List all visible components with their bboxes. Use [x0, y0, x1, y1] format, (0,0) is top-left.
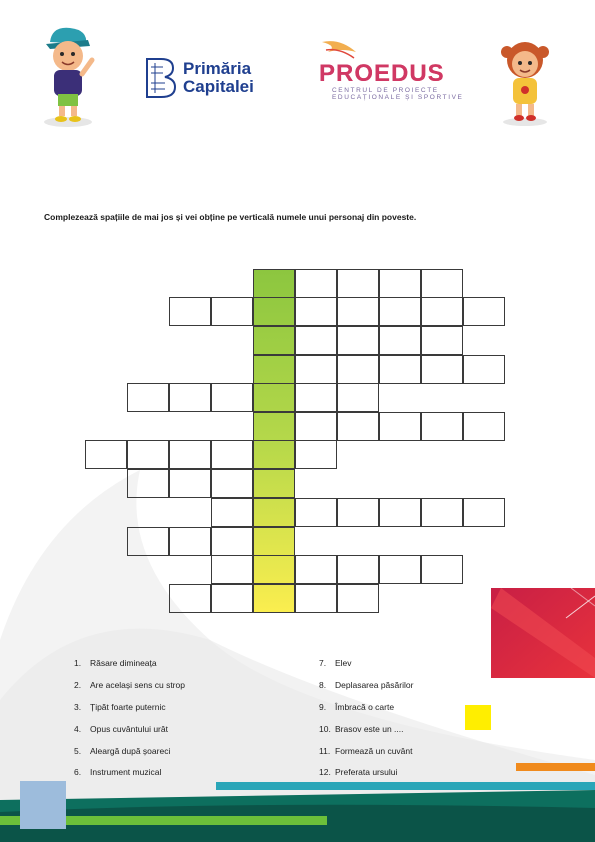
crossword-cell[interactable]: [421, 355, 463, 384]
instruction-text: Complezează spațiile de mai jos și vei obține pe verticală numele unui personaj din poveste.: [44, 212, 417, 222]
clue-item: [74, 658, 157, 668]
clue-number: 2.: [74, 680, 82, 690]
clue-text: Țipăt foarte puternic: [90, 702, 166, 712]
crossword-cell[interactable]: [463, 355, 505, 384]
crossword-cell[interactable]: [253, 412, 295, 441]
crossword-cell[interactable]: [463, 498, 505, 527]
crossword-cell[interactable]: [421, 326, 463, 355]
clue-number: 3.: [74, 702, 82, 712]
clue-text: Instrument muzical: [90, 767, 162, 777]
crossword-cell[interactable]: [337, 555, 379, 584]
clue-item: [74, 767, 161, 777]
crossword-cell[interactable]: [211, 584, 253, 613]
crossword-cell[interactable]: [253, 269, 295, 298]
crossword-cell[interactable]: [337, 412, 379, 441]
clue-item: [74, 746, 170, 756]
crossword-cell[interactable]: [295, 383, 337, 412]
crossword-cell[interactable]: [169, 527, 211, 556]
crossword-cell[interactable]: [253, 584, 295, 613]
crossword-cell[interactable]: [337, 269, 379, 298]
crossword-cell[interactable]: [295, 412, 337, 441]
clue-text: Preferata ursului: [335, 767, 398, 777]
proedus-logo-sub2: EDUCAȚIONALE ȘI SPORTIVE: [332, 94, 464, 101]
crossword-cell[interactable]: [295, 440, 337, 469]
primaria-logo-line1: Primăria: [183, 59, 252, 78]
clue-number: 4.: [74, 724, 82, 734]
crossword-cell[interactable]: [211, 555, 253, 584]
clue-item: [74, 702, 166, 712]
crossword-cell[interactable]: [253, 297, 295, 326]
crossword-cell[interactable]: [253, 440, 295, 469]
crossword-cell[interactable]: [379, 297, 421, 326]
clue-number: 1.: [74, 658, 82, 668]
clue-number: 11.: [319, 746, 331, 756]
crossword-cell[interactable]: [421, 555, 463, 584]
crossword-cell[interactable]: [379, 498, 421, 527]
crossword-cell[interactable]: [127, 440, 169, 469]
crossword-cell[interactable]: [337, 584, 379, 613]
clue-item: [319, 702, 394, 712]
crossword-cell[interactable]: [211, 469, 253, 498]
crossword-cell[interactable]: [211, 498, 253, 527]
clue-item: [319, 746, 412, 756]
crossword-cell[interactable]: [421, 498, 463, 527]
crossword-cell[interactable]: [169, 383, 211, 412]
proedus-logo-name: PROEDUS: [319, 60, 445, 87]
clue-text: Opus cuvântului urât: [90, 724, 168, 734]
crossword-cell[interactable]: [295, 326, 337, 355]
crossword-cell[interactable]: [127, 383, 169, 412]
crossword-cell[interactable]: [379, 326, 421, 355]
clue-number: 5.: [74, 746, 82, 756]
crossword-cell[interactable]: [337, 326, 379, 355]
crossword-cell[interactable]: [169, 584, 211, 613]
primaria-logo-line2: Capitalei: [183, 77, 254, 96]
crossword-cell[interactable]: [337, 383, 379, 412]
crossword-cell[interactable]: [253, 555, 295, 584]
crossword-cell[interactable]: [295, 498, 337, 527]
clue-text: Deplasarea păsărilor: [335, 680, 414, 690]
crossword-cell[interactable]: [85, 440, 127, 469]
crossword-cell[interactable]: [463, 412, 505, 441]
crossword-cell[interactable]: [421, 269, 463, 298]
crossword-cell[interactable]: [337, 355, 379, 384]
crossword-cell[interactable]: [337, 297, 379, 326]
crossword-cell[interactable]: [127, 469, 169, 498]
clue-item: [74, 680, 185, 690]
crossword-cell[interactable]: [295, 584, 337, 613]
crossword-cell[interactable]: [421, 297, 463, 326]
clue-text: Aleargă după șoareci: [90, 746, 171, 756]
crossword-cell[interactable]: [421, 412, 463, 441]
crossword-cell[interactable]: [127, 527, 169, 556]
clue-number: 7.: [319, 658, 327, 668]
clue-number: 9.: [319, 702, 327, 712]
clue-item: [319, 658, 352, 668]
clue-text: Formează un cuvânt: [335, 746, 413, 756]
clue-number: 10.: [319, 724, 331, 734]
crossword-cell[interactable]: [379, 269, 421, 298]
crossword-cell[interactable]: [379, 555, 421, 584]
crossword-cell[interactable]: [169, 440, 211, 469]
clue-item: [74, 724, 168, 734]
crossword-cell[interactable]: [379, 355, 421, 384]
crossword-cell[interactable]: [169, 469, 211, 498]
clue-item: [319, 724, 404, 734]
clue-text: Răsare dimineața: [90, 658, 157, 668]
crossword-cell[interactable]: [253, 383, 295, 412]
crossword-cell[interactable]: [295, 555, 337, 584]
clue-text: Are același sens cu strop: [90, 680, 185, 690]
crossword-cell[interactable]: [379, 412, 421, 441]
clue-item: [319, 680, 413, 690]
crossword-cell[interactable]: [295, 297, 337, 326]
clue-text: Elev: [335, 658, 352, 668]
crossword-cell[interactable]: [211, 440, 253, 469]
clue-number: 8.: [319, 680, 327, 690]
crossword-cell[interactable]: [253, 498, 295, 527]
crossword-cell[interactable]: [211, 527, 253, 556]
crossword-cell[interactable]: [463, 297, 505, 326]
clue-text: Îmbracă o carte: [335, 702, 395, 712]
clue-text: Brasov este un ....: [335, 724, 404, 734]
clue-number: 12.: [319, 767, 331, 777]
crossword-cell[interactable]: [253, 326, 295, 355]
clue-item: [319, 767, 397, 777]
crossword-cell[interactable]: [211, 383, 253, 412]
crossword-cell[interactable]: [337, 498, 379, 527]
crossword-cell[interactable]: [253, 469, 295, 498]
clue-number: 6.: [74, 767, 82, 777]
crossword-cell[interactable]: [253, 527, 295, 556]
crossword-cell[interactable]: [169, 297, 211, 326]
crossword-cell[interactable]: [295, 269, 337, 298]
crossword-cell[interactable]: [211, 297, 253, 326]
crossword-cell[interactable]: [253, 355, 295, 384]
crossword-cell[interactable]: [295, 355, 337, 384]
proedus-logo-sub1: CENTRUL DE PROIECTE: [332, 87, 439, 94]
